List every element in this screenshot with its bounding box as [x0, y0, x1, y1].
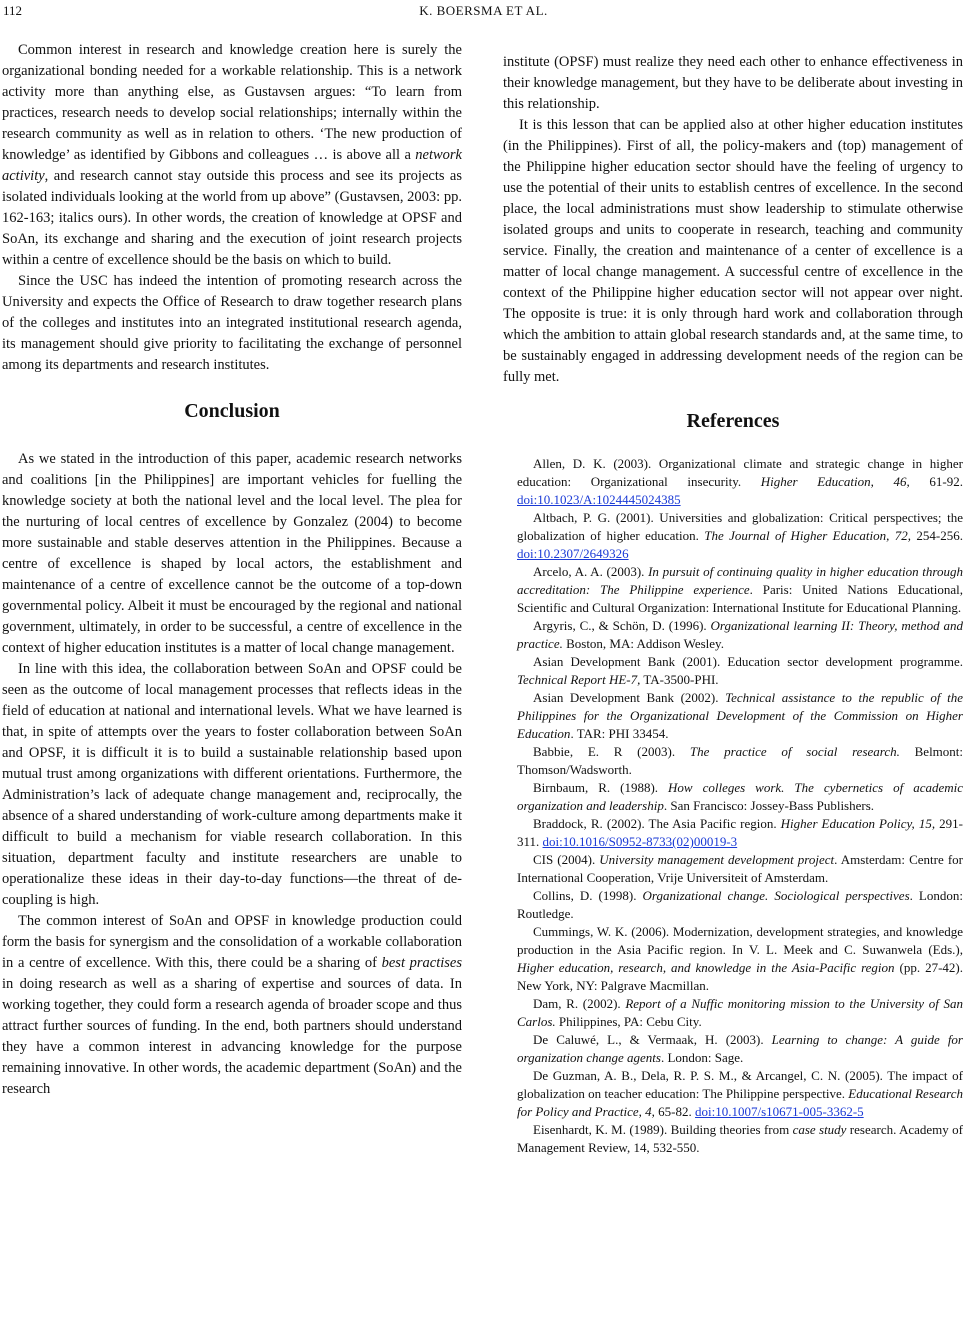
doi-link[interactable]: doi:10.1007/s10671-005-3362-5: [695, 1104, 864, 1119]
reference-item: Asian Development Bank (2002). Technical assistance to the republic of the Philippines for the Organizational Development of the Commission on Higher Education. TAR: PHI 33454.: [517, 690, 963, 741]
paragraph: Common interest in research and knowledge creation here is surely the organizational bonding needed for a workable relationship. This is a network activity more than anything else, as Gustavsen argues: “To learn from practices, research needs to develop social relationships; internally within the research community as well as in relation to others. ‘The new production of knowledge’ as identified by Gibbons and colleagues … is above all a network activity, and research cannot stay outside this process and see its projects as isolated individuals looking at the world from up above” (Gustavsen, 2003: pp. 162-163; italics ours). In other words, the creation of knowledge at OPSF and SoAn, its exchange and sharing and the execution of joint research projects within a centre of excellence should be the basis on which to build.: [2, 42, 462, 268]
right-column: [503, 52, 963, 1157]
reference-item: Arcelo, A. A. (2003). In pursuit of continuing quality in higher education through accreditation: The Philippine experience. Paris: United Nations Educational, Scientific and Cultural Organization: International Institute for Educational Planning.: [517, 564, 963, 615]
running-head: K. BOERSMA ET AL.: [419, 3, 548, 18]
reference-item: Collins, D. (1998). Organizational change. Sociological perspectives. London: Routledge.: [517, 888, 963, 921]
left-column: [2, 40, 462, 1100]
reference-item: Cummings, W. K. (2006). Modernization, development strategies, and knowledge production in the Asia Pacific region. In V. L. Meek and C. Suwanwela (Eds.), Higher education, research, and knowledge in the Asia-Pacific region (pp. 27-42). New York, NY: Palgrave Macmillan.: [517, 924, 963, 993]
page-header: [0, 0, 967, 22]
reference-list: [503, 455, 963, 1157]
paragraph: Since the USC has indeed the intention of promoting research across the University and expects the Office of Research to draw together research plans of the colleges and institutes into an integrated institutional research agenda, its management should give priority to facilitating the exchange of personnel among its departments and research institutes.: [2, 273, 462, 373]
paragraph: In line with this idea, the collaboration between SoAn and OPSF could be seen as the outcome of local management processes that reflects ideas in the field of education at national and international levels. What we have learned is that, in spite of attempts over the years to foster collaboration between SoAn and OPSF, it is difficult it is to build a sustainable relationship based upon mutual trust among organizations with different orientations. Furthermore, the Administration’s lack of adequate change management and, reciprocally, the absence of a shared understanding of work-culture among departments make it difficult to build a mechanism for viable research collaboration. In this situation, department faculty and institute researchers are unable to operationalize these ideas in their day-to-day functions—the threat of de-coupling is high.: [2, 661, 462, 908]
doi-link[interactable]: doi:10.2307/2649326: [517, 546, 629, 561]
reference-item: Birnbaum, R. (1988). How colleges work. The cybernetics of academic organization and leadership. San Francisco: Jossey-Bass Publishers.: [517, 780, 963, 813]
reference-item: Altbach, P. G. (2001). Universities and globalization: Critical perspectives; the globalization of higher education. The Journal of Higher Education, 72, 254-256. doi:10.2307/2649326: [517, 510, 963, 561]
paragraph: institute (OPSF) must realize they need each other to enhance effectiveness in their knowledge management, but they have to be deliberate about investing in this relationship.: [503, 54, 963, 112]
reference-item: Asian Development Bank (2001). Education sector development programme. Technical Report HE-7, TA-3500-PHI.: [517, 654, 963, 687]
section-heading-conclusion: Conclusion: [184, 400, 280, 422]
section-heading-references: References: [686, 410, 780, 432]
reference-item: Argyris, C., & Schön, D. (1996). Organizational learning II: Theory, method and practice. Boston, MA: Addison Wesley.: [517, 618, 963, 651]
reference-item: Babbie, E. R (2003). The practice of social research. Belmont: Thomson/Wadsworth.: [517, 744, 964, 777]
paragraph: As we stated in the introduction of this paper, academic research networks and coalitions [in the Philippines] are important vehicles for fuelling the knowledge society at both the national level and the local level. The plea for the nurturing of local centres of excellence by Gonzalez (2004) to become more sustainable and stable deserves attention in the Philippines. Because a centre of excellence is shaped by local actors, the establishment and maintenance of a centre of excellence cannot be the outcome of a top-down governmental policy. Albeit it must be encouraged by the regional and national government, ultimately, in order to be successful, a centre of excellence in the context of higher education institutes is a matter of local change management.: [2, 451, 462, 656]
doi-link[interactable]: doi:10.1016/S0952-8733(02)00019-3: [542, 834, 738, 849]
paragraph: It is this lesson that can be applied also at other higher education institutes (in the Philippines). First of all, the policy-makers and (top) management of the Philippine higher education sector should have the feeling of urgency to use the potential of their units to establish centres of excellence. In the second place, the local administrations must show leadership to stimulate otherwise isolated groups and units to cooperate in research, teaching and community service. Finally, the creation and maintenance of a center of excellence is a matter of local change management. A successful centre of excellence in the context of the Philippine higher education sector will not appear over night. The opposite is true: it is only through hard work and collaboration through which the ambition to attain global research standards and, at the same time, to be sustainably engaged in addressing development needs of the region can be fully met.: [503, 117, 963, 385]
reference-item: De Guzman, A. B., Dela, R. P. S. M., & Arcangel, C. N. (2005). The impact of globalization on teacher education: The Philippine perspective. Educational Research for Policy and Practice, 4, 65-82. doi:10.1007/s10671-005-3362-5: [517, 1068, 963, 1119]
reference-item: De Caluwé, L., & Vermaak, H. (2003). Learning to change: A guide for organization change agents. London: Sage.: [517, 1032, 963, 1065]
page-number: 112: [3, 3, 23, 18]
reference-item: Eisenhardt, K. M. (1989). Building theories from case study research. Academy of Management Review, 14, 532-550.: [517, 1122, 963, 1155]
reference-item: Allen, D. K. (2003). Organizational climate and strategic change in higher education: Organizational insecurity. Higher Education, 46, 61-92. doi:10.1023/A:1024445024385: [517, 456, 963, 507]
reference-item: Braddock, R. (2002). The Asia Pacific region. Higher Education Policy, 15, 291-311. doi:10.1016/S0952-8733(02)00019-3: [517, 816, 963, 849]
reference-item: Dam, R. (2002). Report of a Nuffic monitoring mission to the University of San Carlos. Philippines, PA: Cebu City.: [517, 996, 963, 1029]
reference-item: CIS (2004). University management development project. Amsterdam: Centre for International Cooperation, Vrije Universiteit of Amsterdam.: [517, 852, 963, 885]
paragraph: The common interest of SoAn and OPSF in knowledge production could form the basis for synergism and the consolidation of a workable collaboration in a centre of excellence. With this, there could be a sharing of best practises in doing research as well as a sharing of expertise and sources of data. In working together, they could form a research agenda of broader scope and thus attract further sources of funding. In the end, both partners should understand they have a common interest in advancing knowledge for the purpose remaining innovative. In other words, the academic department (SoAn) and the research: [2, 913, 463, 1097]
doi-link[interactable]: doi:10.1023/A:1024445024385: [517, 492, 681, 507]
